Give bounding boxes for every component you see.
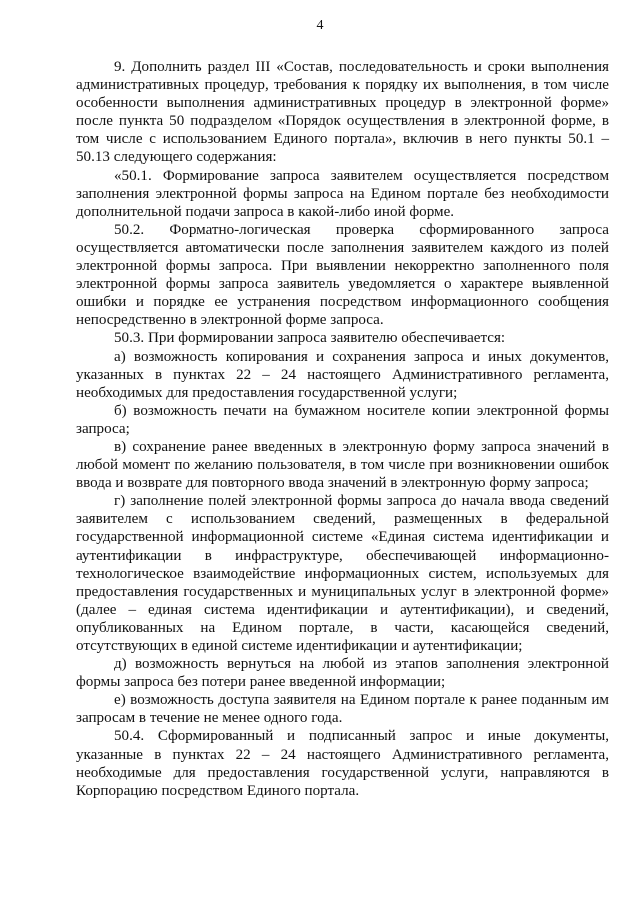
- list-item-v: в) сохранение ранее введенных в электронную форму запроса значений в любой момент по желанию пользователя, в том числе при возникновении ошибок ввода и возврате для повторного ввода значений в электронную форму запроса;: [76, 438, 609, 492]
- list-item-a: а) возможность копирования и сохранения запроса и иных документов, указанных в пунктах 22 – 24 настоящего Административного регламента, необходимых для предоставления государственной услуги;: [76, 348, 609, 401]
- list-item-e: е) возможность доступа заявителя на Едином портале к ранее поданным им запросам в течение не менее одного года.: [76, 692, 609, 727]
- list-item-d: д) возможность вернуться на любой из этапов заполнения электронной формы запроса без потери ранее введенной информации;: [76, 656, 609, 691]
- paragraph-50-4: 50.4. Сформированный и подписанный запрос и иные документы, указанные в пунктах 22 – 24 настоящего Административного регламента, необходимые для предоставления государственной услуги, направляются в Корпорацию посредством Единого портала.: [76, 728, 609, 799]
- list-item-b: б) возможность печати на бумажном носителе копии электронной формы запроса;: [76, 402, 609, 437]
- paragraph-50-2: 50.2. Форматно-логическая проверка сформированного запроса осуществляется автоматически после заполнения заявителем каждого из полей электронной формы запроса. При выявлении некорректно заполненного поля электронной формы запроса заявитель уведомляется о характере выявленной ошибки и порядке ее устранения посредством информационного сообщения непосредственно в электронной форме запроса.: [76, 221, 609, 329]
- paragraph-50-1: «50.1. Формирование запроса заявителем осуществляется посредством заполнения электронной формы запроса на Едином портале без необходимости дополнительной подачи запроса в какой-либо иной форме.: [76, 167, 609, 220]
- page-number: 4: [316, 18, 324, 33]
- document-body: [76, 58, 609, 800]
- paragraph-9: 9. Дополнить раздел III «Состав, последовательность и сроки выполнения административных процедур, требования к порядку их выполнения, в том числе особенности выполнения административных процедур в электронной форме» после пункта 50 подразделом «Порядок осуществления в электронной форме, в том числе с использованием Единого портала», включив в него пункты 50.1 – 50.13 следующего содержания:: [76, 59, 609, 166]
- list-item-g: г) заполнение полей электронной формы запроса до начала ввода сведений заявителем с использованием сведений, размещенных в федеральной государственной информационной системе «Единая система идентификации и аутентификации в инфраструктуре, обеспечивающей информационно-технологическое взаимодействие информационных систем, используемых для предоставления государственных и муниципальных услуг в электронной форме» (далее – единая система идентификации и аутентификации), и сведений, опубликованных на Едином портале, в части, касающейся сведений, отсутствующих в единой системе идентификации и аутентификации;: [76, 493, 609, 654]
- paragraph-50-3: 50.3. При формировании запроса заявителю обеспечивается:: [114, 330, 506, 347]
